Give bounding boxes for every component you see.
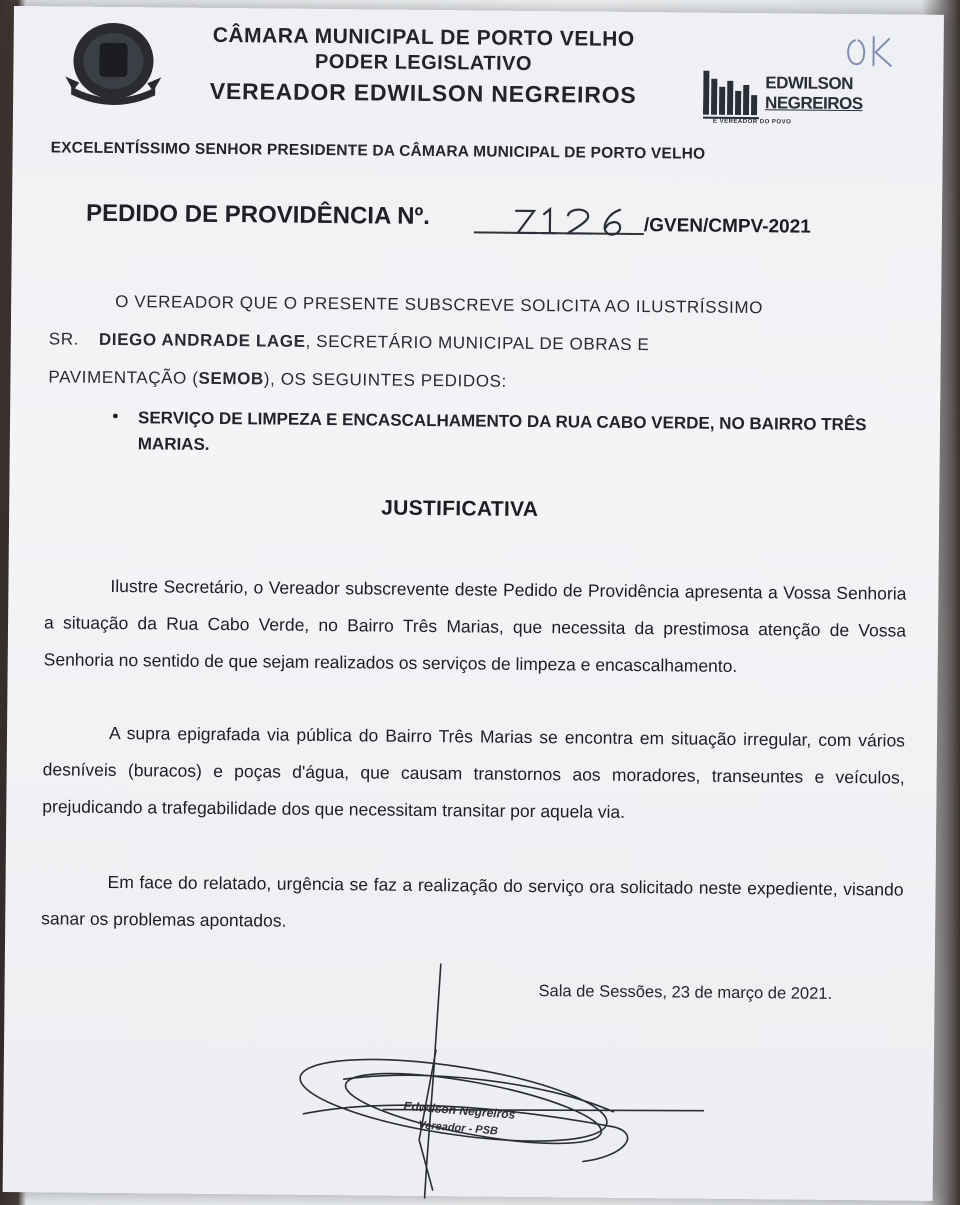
justification-paragraph-2: A supra epigrafada via pública do Bairro Três Marias se encontra em situação irregular, com vários desníveis (buracos) e poças d'água, que causam transtornos aos moradores, transeuntes e veículos, prejudicando a trafegabilidade dos que necessitam transitar por aquela via. — [42, 722, 906, 822]
campaign-logo-name — [765, 73, 863, 114]
handwritten-request-number — [512, 205, 642, 240]
logo-tagline: E VEREADOR DO POVO — [712, 118, 792, 126]
logo-name-line-1: EDWILSON — [765, 73, 853, 94]
semob-abbr: SEMOB — [198, 368, 264, 389]
coat-of-arms-icon — [61, 16, 166, 109]
header-line-1: CÂMARA MUNICIPAL DE PORTO VELHO — [212, 23, 635, 51]
request-title: PEDIDO DE PROVIDÊNCIA Nº. — [85, 199, 431, 231]
handwritten-signature — [283, 949, 725, 1203]
justification-heading: JUSTIFICATIVA — [381, 496, 539, 522]
header-line-2: PODER LEGISLATIVO — [314, 50, 533, 75]
intro-title-sr: SR. — [48, 329, 80, 349]
request-item: SERVIÇO DE LIMPEZA E ENCASCALHAMENTO DA RUA CABO VERDE, NO BAIRRO TRÊS MARIAS. — [137, 408, 867, 454]
handwritten-ok-mark — [841, 32, 901, 73]
intro-line-3-end: ), OS SEGUINTES PEDIDOS: — [263, 369, 507, 391]
logo-name-line-2: NEGREIROS — [765, 93, 863, 114]
intro-line-3 — [48, 367, 898, 395]
signature-name: Edwilson Negreiros — [403, 1098, 516, 1122]
intro-line-1: O VEREADOR QUE O PRESENTE SUBSCREVE SOLICITA AO ILUSTRÍSSIMO — [115, 291, 764, 318]
intro-line-3-start: PAVIMENTAÇÃO ( — [48, 367, 199, 388]
bullet-icon: ● — [112, 409, 119, 423]
justification-paragraph-1: Ilustre Secretário, o Vereador subscrevente deste Pedido de Providência apresenta a Vossa Senhoria a situação da Rua Cabo Verde, no Bairro Três Marias, que necessita da prestimosa atenção de Vossa Senhoria no sentido de que sejam realizados os serviços de limpeza e encascalhamento. — [43, 575, 907, 676]
signature-role: Vereador - PSB — [417, 1119, 499, 1138]
place-and-date: Sala de Sessões, 23 de março de 2021. — [538, 982, 833, 1003]
document-page — [3, 6, 944, 1201]
justification-paragraph-3: Em face do relatado, urgência se faz a realização do serviço ora solicitado neste expediente, visando sanar os problemas apontados. — [41, 871, 904, 931]
addressee-line: EXCELENTÍSSIMO SENHOR PRESIDENTE DA CÂMARA MUNICIPAL DE PORTO VELHO — [50, 139, 706, 163]
request-number-suffix: /GVEN/CMPV-2021 — [643, 215, 811, 238]
secretary-name: DIEGO ANDRADE LAGE — [98, 329, 306, 351]
intro-line-2-rest: , SECRETÁRIO MUNICIPAL DE OBRAS E — [305, 331, 650, 355]
intro-line-2 — [49, 329, 899, 357]
header-line-3: VEREADOR EDWILSON NEGREIROS — [209, 77, 637, 108]
